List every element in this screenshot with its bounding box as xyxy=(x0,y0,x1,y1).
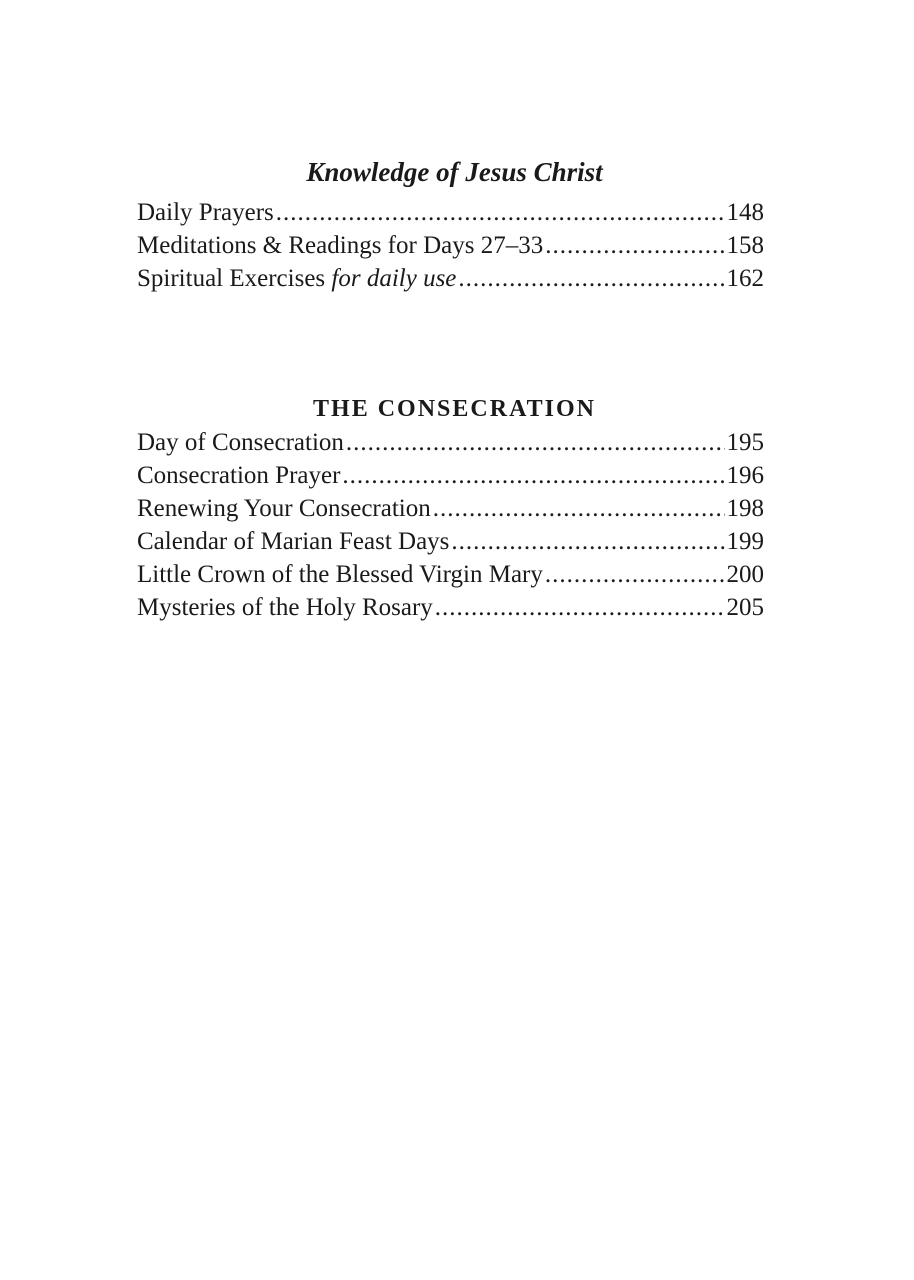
section-heading: Knowledge of Jesus Christ xyxy=(306,157,603,187)
toc-entry-title: Day of Consecration xyxy=(137,429,344,456)
toc-section-consecration xyxy=(137,392,764,624)
toc-entry-title: Spiritual Exercises for daily use xyxy=(137,265,457,292)
toc-entry-title: Calendar of Marian Feast Days xyxy=(137,528,450,555)
dot-leader xyxy=(545,558,725,591)
toc-entry-page: 162 xyxy=(726,265,764,292)
toc-list xyxy=(137,196,764,295)
dot-leader xyxy=(435,591,725,624)
toc-list xyxy=(137,426,764,624)
toc-entry[interactable] xyxy=(137,492,764,525)
toc-entry[interactable] xyxy=(137,426,764,459)
toc-entry-page: 158 xyxy=(726,232,764,259)
toc-entry-title: Renewing Your Consecration xyxy=(137,495,431,522)
toc-entry-page: 148 xyxy=(726,199,764,226)
toc-entry[interactable] xyxy=(137,525,764,558)
toc-entry-title-italic: for daily use xyxy=(331,265,457,292)
toc-entry-title: Daily Prayers xyxy=(137,199,274,226)
dot-leader xyxy=(451,525,724,558)
toc-entry-page: 200 xyxy=(726,561,764,588)
toc-entry-page: 199 xyxy=(726,528,764,555)
toc-section-knowledge xyxy=(137,152,764,295)
toc-entry-page: 195 xyxy=(726,429,764,456)
toc-entry-title: Meditations & Readings for Days 27–33 xyxy=(137,232,544,259)
section-heading: THE CONSECRATION xyxy=(313,396,596,422)
toc-entry[interactable] xyxy=(137,196,764,229)
dot-leader xyxy=(458,262,724,295)
toc-entry[interactable] xyxy=(137,459,764,492)
dot-leader xyxy=(276,196,725,229)
dot-leader xyxy=(342,459,724,492)
toc-entry[interactable] xyxy=(137,262,764,295)
dot-leader xyxy=(346,426,725,459)
toc-entry-title: Little Crown of the Blessed Virgin Mary xyxy=(137,561,543,588)
toc-entry-page: 196 xyxy=(726,462,764,489)
toc-entry-title: Consecration Prayer xyxy=(137,462,341,489)
dot-leader xyxy=(545,229,724,262)
toc-entry[interactable] xyxy=(137,558,764,591)
toc-entry-title: Mysteries of the Holy Rosary xyxy=(137,594,433,621)
toc-entry-page: 198 xyxy=(726,495,764,522)
toc-entry-page: 205 xyxy=(726,594,764,621)
toc-entry[interactable] xyxy=(137,229,764,262)
dot-leader xyxy=(433,492,725,525)
toc-entry[interactable] xyxy=(137,591,764,624)
